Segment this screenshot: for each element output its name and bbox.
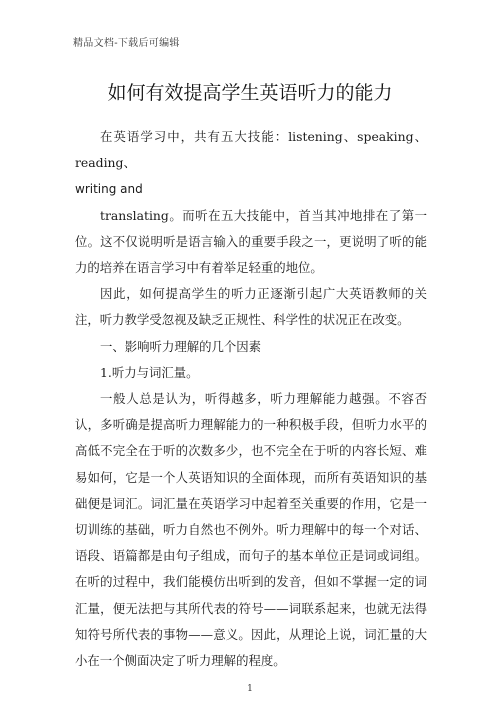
paragraph-listening-importance: translating。而听在五大技能中，首当其冲地排在了第一位。这不仅说明听是语言输入的重要手段之一，更说明了听的能力的培养在语言学习中有着举足轻重的地位。 [75,207,427,276]
document-body [75,124,427,674]
document-title: 如何有效提高学生英语听力的能力 [107,82,393,104]
paragraph-skills-line2: writing and [75,182,143,197]
page-number: 1 [247,684,253,694]
subheading-vocabulary: 1.听力与词汇量。 [100,364,199,380]
paragraph-teacher-attention: 因此，如何提高学生的听力正逐渐引起广大英语教师的关注，听力教学受忽视及缺乏正规性、科学性的状况正在改变。 [75,286,427,328]
page-header: 精品文档-下载后可编辑 [73,38,180,49]
section-heading-factors: 一、影响听力理解的几个因素 [100,338,262,354]
paragraph-vocabulary: 一般人总是认为，听得越多，听力理解能力越强。不容否认，多听确是提高听力理解能力的一种积极手段，但听力水平的高低不完全在于听的次数多少，也不完全在于听的内容长短、难易如何，它是一个人英语知识的全面体现，而所有英语知识的基础便是词汇。词汇量在英语学习中起着至关重要的作用，它是一切训练的基础，听力自然也不例外。听力理解中的每一个对话、语段、语篇都是由句子组成，而句子的基本单位正是词或词组。在听的过程中，我们能模仿出听到的发音，但如不掌握一定的词汇量，便无法把与其所代表的符号——词联系起来，也就无法得知符号所代表的事物——意义。因此，从理论上说，词汇量的大小在一个侧面决定了听力理解的程度。 [75,391,427,669]
paragraph-skills-line1: 在英语学习中，共有五大技能：listening、speaking、reading、 [75,129,427,171]
